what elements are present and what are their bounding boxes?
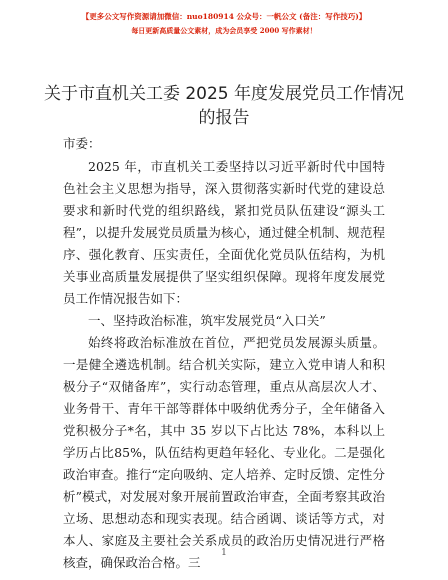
section-heading: 一、坚持政治标准，筑牢发展党员“入口关” bbox=[88, 313, 326, 328]
page-number: 1 bbox=[221, 548, 227, 558]
document-body bbox=[63, 156, 385, 574]
promo-banner bbox=[0, 10, 448, 38]
intro-paragraph: 2025 年，市直机关工委坚持以习近平新时代中国特色社会主义思想为指导，深入贯彻落实新时代党的建设总要求和新时代党的组织路线，紧扣党员队伍建设“源头工程”，以提升发展党员质量为核心，通过健全机制、规范程序、强化教育、压实责任，全面优化党员队伍结构，为机关事业高质量发展提供了坚实组织保障。现将年度发展党员工作情况报告如下： bbox=[63, 159, 385, 306]
document-title: 关于市直机关工委 2025 年度发展党员工作情况的报告 bbox=[43, 84, 405, 128]
promo-line-1: 【更多公文写作资源请加微信：nuo180914 公众号：一帆公文 (备注：写作技巧)】 bbox=[81, 12, 367, 21]
salutation: 市委： bbox=[63, 136, 101, 151]
body-paragraph: 始终将政治标准放在首位，严把党员发展源头质量。一是健全遴选机制。结合机关实际，建立入党申请人和积极分子“双储备库”，实行动态管理，重点从高层次人才、业务骨干、青年干部等群体中吸纳优秀分子，全年储备入党积极分子*名，其中 35 岁以下占比达 78%，本科以上学历占比85%，队伍结构更趋年轻化、专业化。二是强化政治审查。推行“定向吸纳、定人培养、定时反馈、定性分析”模式，对发展对象开展前置政治审查，全面考察其政治立场、思想动态和现实表现。结合函调、谈话等方式，对本人、家庭及主要社会关系成员的政治历史情况进行严格核查，确保政治合格。三 bbox=[63, 335, 385, 570]
promo-line-2: 每日更新高质量公文素材，成为会员享受 2000 写作素材！ bbox=[131, 26, 317, 35]
